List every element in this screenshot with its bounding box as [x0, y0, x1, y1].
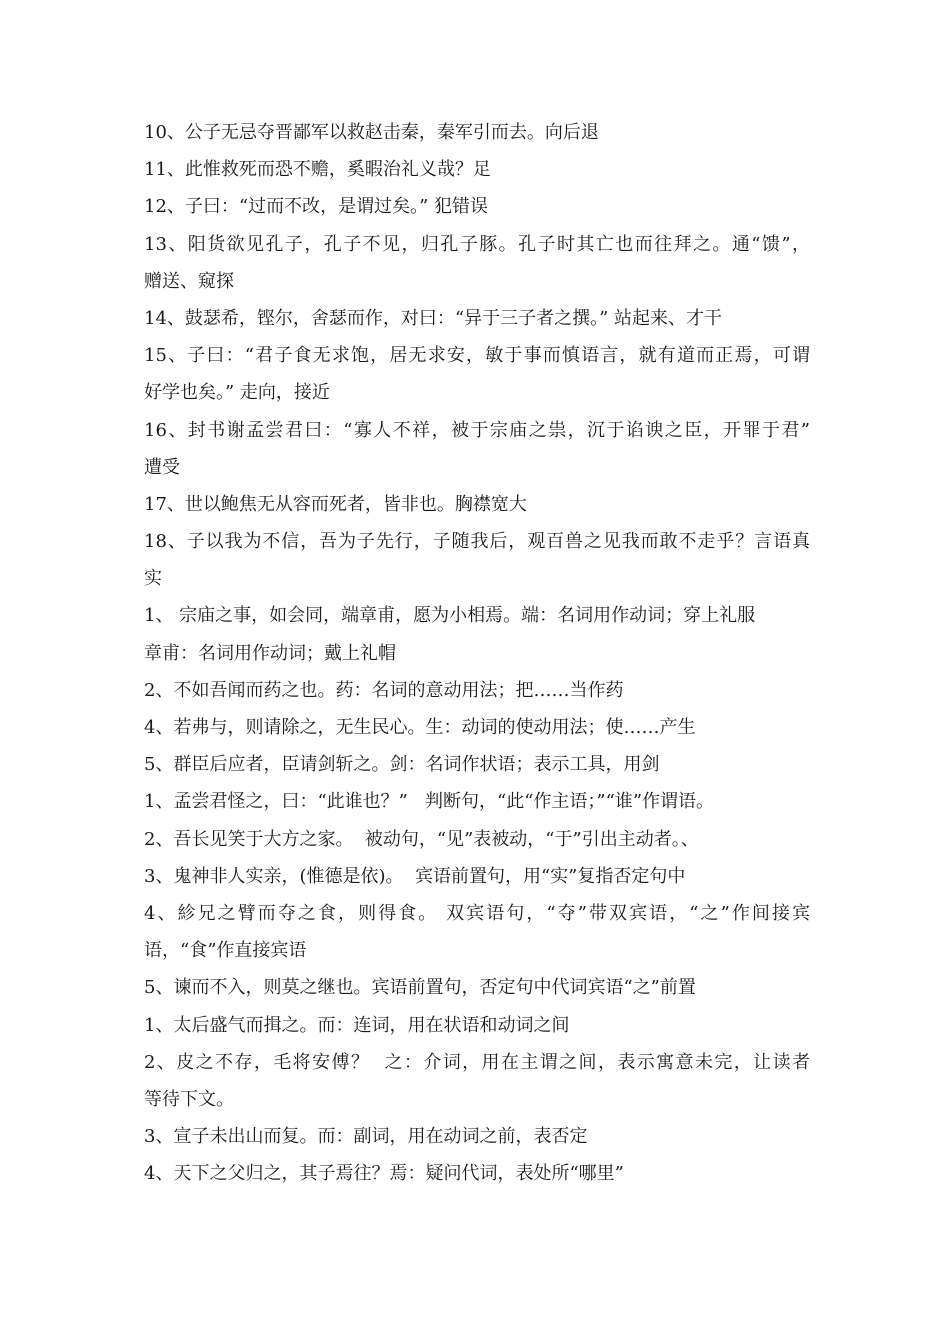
text-line-23: 语，“食”作直接宾语 — [144, 940, 307, 962]
text-line-10: 遭受 — [144, 456, 180, 478]
text-line-11: 17、世以鲍焦无从容而死者，皆非也。胸襟宽大 — [144, 493, 527, 515]
text-line-18: 5、群臣后应者，臣请剑斩之。剑：名词作状语；表示工具，用剑 — [144, 754, 660, 776]
text-line-13: 实 — [144, 568, 162, 590]
text-line-7: 15、子曰：“君子食无求饱，居无求安，敏于事而慎语言，就有道而正焉，可谓 — [144, 345, 810, 367]
text-line-2: 11、此惟救死而恐不赡，奚暇治礼义哉？足 — [144, 159, 491, 181]
text-line-15: 章甫：名词用作动词；戴上礼帽 — [144, 642, 396, 664]
document-body — [144, 114, 810, 1192]
text-line-22: 4、紾兄之臂而夺之食，则得食。 双宾语句，“夺”带双宾语，“之”作间接宾 — [144, 902, 810, 924]
text-line-14: 1、 宗庙之事，如会同，端章甫，愿为小相焉。端：名词用作动词；穿上礼服 — [144, 605, 756, 627]
text-line-28: 3、宣子未出山而复。而：副词，用在动词之前，表否定 — [144, 1126, 588, 1148]
text-line-26: 2、皮之不存，毛将安傅？ 之：介词，用在主谓之间，表示寓意未完，让读者 — [144, 1051, 810, 1073]
text-line-20: 2、吾长见笑于大方之家。 被动句，“见”表被动，“于”引出主动者。、 — [144, 828, 699, 850]
text-line-6: 14、鼓瑟希，铿尔，舍瑟而作，对曰：“异于三子者之撰。” 站起来、才干 — [144, 307, 723, 329]
text-line-21: 3、鬼神非人实亲，(惟德是依)。 宾语前置句，用“实”复指否定句中 — [144, 865, 686, 887]
text-line-12: 18、子以我为不信，吾为子先行，子随我后，观百兽之见我而敢不走乎？言语真 — [144, 531, 810, 553]
text-line-5: 赠送、窥探 — [144, 270, 234, 292]
text-line-25: 1、太后盛气而揖之。而：连词，用在状语和动词之间 — [144, 1014, 570, 1036]
text-line-4: 13、阳货欲见孔子，孔子不见，归孔子豚。孔子时其亡也而往拜之。通“馈”， — [144, 233, 810, 255]
text-line-24: 5、谏而不入，则莫之继也。宾语前置句，否定句中代词宾语“之”前置 — [144, 977, 696, 999]
text-line-16: 2、不如吾闻而药之也。药：名词的意动用法；把……当作药 — [144, 679, 624, 701]
text-line-17: 4、若弗与，则请除之，无生民心。生：动词的使动用法；使……产生 — [144, 717, 696, 738]
text-line-8: 好学也矣。” 走向，接近 — [144, 382, 330, 404]
text-line-9: 16、封书谢孟尝君曰：“寡人不祥，被于宗庙之祟，沉于谄谀之臣，开罪于君” — [144, 419, 810, 441]
text-line-29: 4、天下之父归之，其子焉往？焉：疑问代词，表处所“哪里” — [144, 1163, 624, 1185]
text-line-3: 12、子曰：“过而不改，是谓过矣。” 犯错误 — [144, 196, 489, 218]
text-line-1: 10、公子无忌夺晋鄙军以救赵击秦，秦军引而去。向后退 — [144, 122, 599, 143]
text-line-19: 1、孟尝君怪之，曰：“此谁也？” 判断句，“此“作主语；”“谁”作谓语。 — [144, 791, 715, 813]
text-line-27: 等待下文。 — [144, 1088, 234, 1110]
